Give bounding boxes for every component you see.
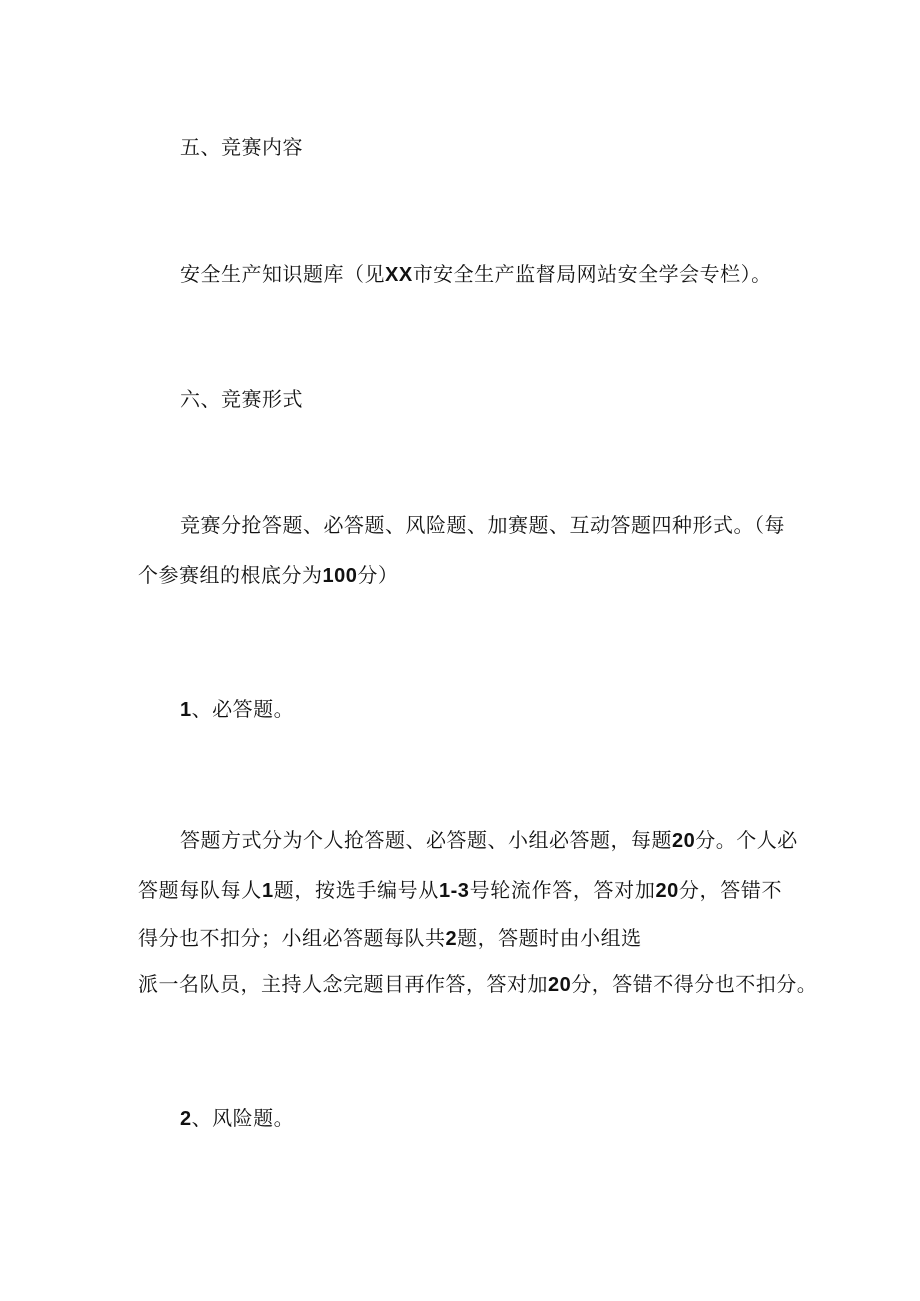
item-1-para-line-4-b: 分，答错不得分也不扣分。 bbox=[571, 972, 818, 996]
section-6-intro-line-2-post: 分） bbox=[357, 563, 399, 587]
section-5-body bbox=[180, 262, 772, 287]
section-6-intro-line-2-pre: 个参赛组的根底分为 bbox=[138, 563, 323, 587]
item-1-heading bbox=[180, 697, 294, 722]
item-1-number: 1 bbox=[180, 699, 192, 721]
item-1-para-line-1 bbox=[180, 828, 798, 853]
item-1-para-line-2-b: 题，按选手编号从 bbox=[273, 878, 439, 902]
item-1-para-line-4-a: 派一名队员，主持人念完题目再作答，答对加 bbox=[138, 972, 548, 996]
item-1-para-line-4-n1: 20 bbox=[548, 974, 572, 996]
item-1-para-line-1-n1: 20 bbox=[672, 830, 696, 852]
section-6-intro-line-2 bbox=[138, 563, 398, 588]
item-1-para-line-3-b: 题，答题时由小组选 bbox=[457, 926, 642, 950]
section-6-heading bbox=[180, 387, 303, 411]
item-1-label: 、必答题。 bbox=[191, 697, 295, 721]
item-1-para-line-3-a: 得分也不扣分；小组必答题每队共 bbox=[138, 926, 446, 950]
item-2-heading bbox=[180, 1106, 294, 1131]
section-5-body-post: 市安全生产监督局网站安全学会专栏）。 bbox=[412, 262, 772, 286]
item-1-para-line-2-n3: 20 bbox=[655, 880, 679, 902]
base-score-number: 100 bbox=[322, 565, 358, 587]
item-1-para-line-3-n1: 2 bbox=[445, 928, 458, 950]
section-5-heading bbox=[180, 135, 303, 159]
item-1-para-line-2-c: 号轮流作答，答对加 bbox=[469, 878, 656, 902]
item-2-number: 2 bbox=[180, 1108, 192, 1130]
item-2-label: 、风险题。 bbox=[191, 1106, 295, 1130]
section-5-body-xx: XX bbox=[385, 264, 413, 286]
item-1-para-line-1-b: 分。个人必 bbox=[695, 828, 798, 852]
item-1-para-line-4 bbox=[138, 972, 818, 997]
item-1-para-line-2 bbox=[138, 878, 782, 903]
item-1-para-line-2-d: 分，答错不 bbox=[678, 878, 783, 902]
item-1-para-line-1-a: 答题方式分为个人抢答题、必答题、小组必答题，每题 bbox=[180, 828, 672, 852]
item-1-para-line-2-n2: 1-3 bbox=[439, 880, 470, 902]
section-6-intro-line-1 bbox=[180, 513, 785, 537]
item-1-para-line-2-a: 答题每队每人 bbox=[138, 878, 262, 902]
section-5-heading-text: 五、竞赛内容 bbox=[180, 135, 303, 159]
section-5-body-pre: 安全生产知识题库（见 bbox=[180, 262, 385, 286]
item-1-para-line-2-n1: 1 bbox=[261, 880, 274, 902]
section-6-heading-text: 六、竞赛形式 bbox=[180, 387, 303, 411]
section-6-intro-line-1-text: 竞赛分抢答题、必答题、风险题、加赛题、互动答题四种形式。（每 bbox=[180, 513, 785, 537]
item-1-para-line-3 bbox=[138, 926, 642, 951]
